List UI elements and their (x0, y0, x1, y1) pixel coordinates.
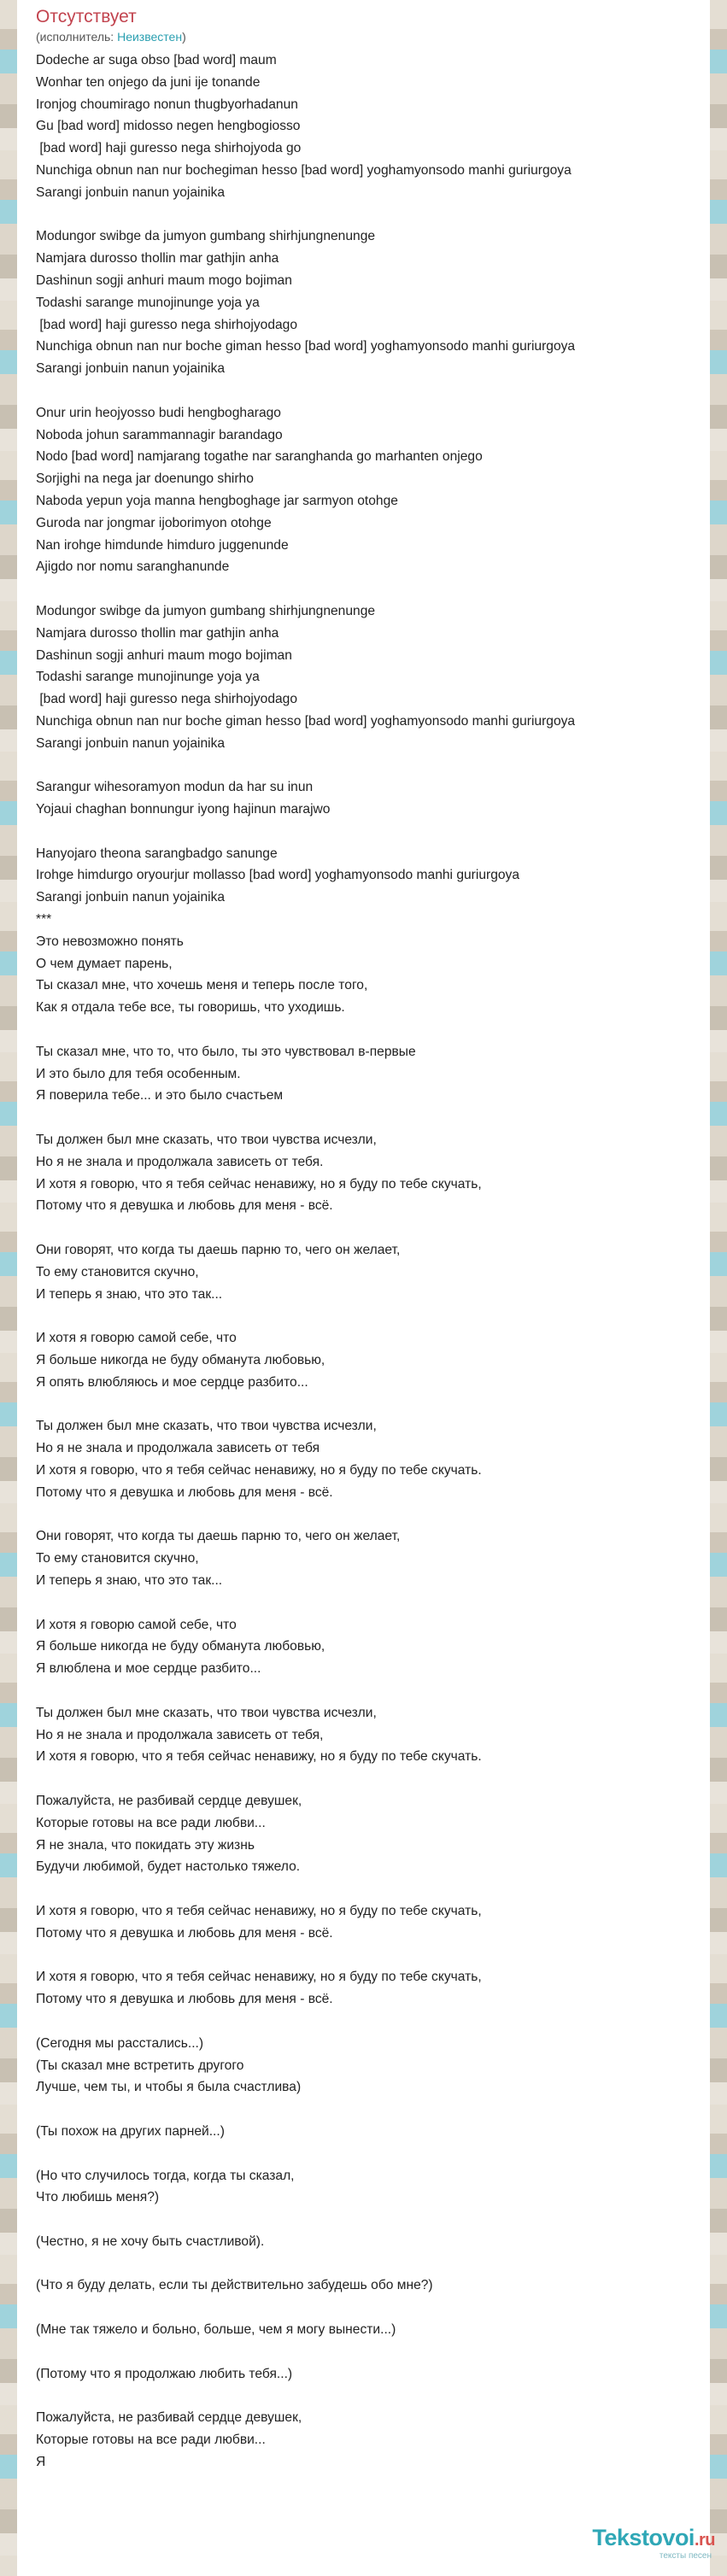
lyric-line (36, 1217, 710, 1239)
lyric-line: Sarangur wihesoramyon modun da har su inun (36, 780, 314, 795)
lyric-line: Потому что я девушка и любовь для меня - всё. (36, 1484, 333, 1500)
lyric-line: Они говорят, что когда ты даешь парню то, чего он желает, (36, 1243, 401, 1258)
lyric-line (36, 1768, 710, 1790)
lyric-line: Sorjighi na nega jar doenungo shirho (36, 471, 254, 487)
artist-link[interactable]: Неизвестен (117, 30, 183, 44)
lyric-line (36, 2099, 710, 2121)
lyric-line: (Честно, я не хочу быть счастливой). (36, 2234, 265, 2249)
song-title: Отсутствует (36, 7, 137, 26)
lyric-line (36, 1878, 710, 1900)
lyric-line: И хотя я говорю, что я тебя сейчас ненавижу, но я буду по тебе скучать, (36, 1176, 482, 1191)
lyric-line: (Ты похож на других парней...) (36, 2123, 225, 2139)
lyric-line: Sarangi jonbuin nanun yojainika (36, 735, 226, 751)
lyric-line (36, 1592, 710, 1614)
lyric-line: И хотя я говорю, что я тебя сейчас ненавижу, но я буду по тебе скучать. (36, 1463, 482, 1478)
lyric-line: Я влюблена и мое сердце разбито... (36, 1661, 261, 1677)
lyric-line: Будучи любимой, будет настолько тяжело. (36, 1859, 301, 1875)
lyric-line (36, 2209, 710, 2231)
lyric-line: Gu [bad word] midosso negen hengbogiosso (36, 119, 301, 134)
lyric-line (36, 755, 710, 777)
lyric-line: Irohge himdurgo oryourjur mollasso [bad word] yoghamyonsodo manhi guriurgoya (36, 868, 520, 883)
lyric-line: [bad word] haji guresso nega shirhojyoda go (36, 141, 302, 156)
lyric-line: Они говорят, что когда ты даешь парню то, чего он желает, (36, 1529, 401, 1544)
lyric-line: Ты сказал мне, что то, что было, ты это чувствовал в-первые (36, 1044, 416, 1059)
lyric-line: Dashinun sogji anhuri maum mogo bojiman (36, 647, 292, 663)
lyric-line: И хотя я говорю самой себе, что (36, 1617, 237, 1632)
lyric-line: Nunchiga obnun nan nur boche giman hesso [bad word] yoghamyonsodo manhi guriurgoya (36, 713, 576, 729)
lyric-line: Modungor swibge da jumyon gumbang shirhjungnenunge (36, 229, 376, 244)
lyric-line: Но я не знала и продолжала зависеть от тебя (36, 1441, 320, 1456)
lyric-line: Nunchiga obnun nan nur bochegiman hesso [bad word] yoghamyonsodo manhi guriurgoya (36, 162, 572, 178)
lyric-line: Это невозможно понять (36, 934, 184, 949)
lyric-line: Dodeche ar suga obso [bad word] maum (36, 53, 277, 67)
lyric-line: И это было для тебя особенным. (36, 1066, 241, 1081)
lyric-line: Guroda nar jongmar ijoborimyon otohge (36, 515, 272, 530)
lyric-line: О чем думает парень, (36, 956, 173, 971)
lyrics-card (17, 0, 710, 2576)
lyric-line: То ему становится скучно, (36, 1264, 199, 1279)
lyric-line: (Что я буду делать, если ты действительно забудешь обо мне?) (36, 2278, 433, 2293)
lyric-line (36, 2143, 710, 2165)
lyric-line: Лучше, чем ты, и чтобы я была счастлива) (36, 2080, 302, 2095)
lyric-line (36, 1504, 710, 1526)
lyric-line: Namjara durosso thollin mar gathjin anha (36, 625, 279, 641)
lyric-line (36, 1305, 710, 1327)
lyric-line: Потому что я девушка и любовь для меня - всё. (36, 1198, 333, 1214)
lyric-line: Потому что я девушка и любовь для меня - всё. (36, 1925, 333, 1941)
lyric-line: Hanyojaro theona sarangbadgo sanunge (36, 846, 278, 861)
lyric-line: Пожалуйста, не разбивай сердце девушек, (36, 2410, 302, 2426)
lyric-line: (Сегодня мы расстались...) (36, 2035, 204, 2051)
lyric-line (36, 2385, 710, 2407)
lyric-line: То ему становится скучно, (36, 1551, 199, 1566)
lyric-line: (Ты сказал мне встретить другого (36, 2058, 244, 2073)
lyric-line: Я опять влюбляюсь и мое сердце разбито... (36, 1374, 308, 1390)
lyric-line (36, 2341, 710, 2363)
lyric-line: Я не знала, что покидать эту жизнь (36, 1837, 255, 1853)
lyric-line (36, 2253, 710, 2275)
lyric-line: Naboda yepun yoja manna hengboghage jar sarmyon otohge (36, 493, 398, 508)
lyric-line (36, 204, 710, 226)
lyric-line (36, 1680, 710, 1702)
lyric-line (36, 1107, 710, 1129)
lyric-line: Ты должен был мне сказать, что твои чувства исчезли, (36, 1419, 377, 1434)
lyric-line (36, 821, 710, 843)
lyric-line: Todashi sarange munojinunge yoja ya (36, 670, 260, 685)
lyric-line: И теперь я знаю, что это так... (36, 1286, 223, 1302)
lyric-line: И хотя я говорю, что я тебя сейчас ненавижу, но я буду по тебе скучать. (36, 1749, 482, 1765)
lyric-line: Но я не знала и продолжала зависеть от тебя, (36, 1727, 324, 1742)
watermark-tagline: тексты песен (659, 2551, 712, 2561)
lyric-line: Я больше никогда не буду обманута любовью, (36, 1639, 325, 1654)
lyric-line: Потому что я девушка и любовь для меня - всё. (36, 1992, 333, 2007)
lyric-line: [bad word] haji guresso nega shirhojyodago (36, 692, 298, 707)
lyric-line: И хотя я говорю, что я тебя сейчас ненавижу, но я буду по тебе скучать, (36, 1970, 482, 1985)
lyric-line (36, 380, 710, 402)
artist-line (36, 29, 186, 44)
lyric-line: Namjara durosso thollin mar gathjin anha (36, 251, 279, 266)
lyric-line: Yojaui chaghan bonnungur iyong hajinun marajwo (36, 802, 331, 817)
watermark-logo (592, 2525, 715, 2553)
lyric-line: Wonhar ten onjego da juni ije tonande (36, 74, 261, 90)
lyric-line (36, 578, 710, 600)
lyric-line: Nodo [bad word] namjarang togathe nar saranghanda go marhanten onjego (36, 449, 483, 465)
lyric-line: Я поверила тебе... и это было счастьем (36, 1088, 284, 1104)
lyric-line: Но я не знала и продолжала зависеть от тебя. (36, 1154, 324, 1169)
lyric-line: Sarangi jonbuin nanun yojainika (36, 361, 226, 377)
lyric-line: (Мне так тяжело и больно, больше, чем я могу вынести...) (36, 2322, 396, 2338)
lyric-line: Ironjog choumirago nonun thugbyorhadanun (36, 97, 298, 112)
lyric-line: Sarangi jonbuin nanun yojainika (36, 890, 226, 905)
lyric-line: Ты должен был мне сказать, что твои чувства исчезли, (36, 1133, 377, 1148)
lyric-line: Modungor swibge da jumyon gumbang shirhjungnenunge (36, 603, 376, 618)
lyric-line: *** (36, 912, 52, 928)
lyric-line: (Потому что я продолжаю любить тебя...) (36, 2366, 293, 2381)
lyric-line (36, 2297, 710, 2319)
lyric-line: Noboda johun sarammannagir barandago (36, 427, 283, 442)
lyric-line: И теперь я знаю, что это так... (36, 1572, 223, 1588)
watermark-tld: .ru (694, 2531, 715, 2550)
lyric-line (36, 1945, 710, 1967)
artist-prefix: (исполнитель: (36, 30, 118, 44)
lyric-line (36, 1019, 710, 1041)
lyric-line: Ты сказал мне, что хочешь меня и теперь после того, (36, 978, 368, 993)
lyric-line: Которые готовы на все ради любви... (36, 1815, 266, 1830)
lyric-line: Как я отдала тебе все, ты говоришь, что уходишь. (36, 1000, 345, 1016)
lyric-line: Ты должен был мне сказать, что твои чувства исчезли, (36, 1705, 377, 1720)
lyric-line: Что любишь меня?) (36, 2190, 160, 2205)
lyric-line: Я больше никогда не буду обманута любовью, (36, 1353, 325, 1368)
lyric-line: Пожалуйста, не разбивай сердце девушек, (36, 1793, 302, 1808)
lyric-line: И хотя я говорю самой себе, что (36, 1331, 237, 1346)
lyric-line (36, 1394, 710, 1416)
lyric-line: Sarangi jonbuin nanun yojainika (36, 184, 226, 200)
lyric-line: И хотя я говорю, что я тебя сейчас ненавижу, но я буду по тебе скучать, (36, 1903, 482, 1918)
lyric-line: Todashi sarange munojinunge yoja ya (36, 295, 260, 310)
lyric-line: Ajigdo nor nomu saranghanunde (36, 559, 230, 575)
lyric-line (36, 2011, 710, 2033)
watermark-brand: Tekstovoi (592, 2525, 695, 2550)
lyric-line: Nunchiga obnun nan nur boche giman hesso [bad word] yoghamyonsodo manhi guriurgoya (36, 339, 576, 354)
lyric-line: (Но что случилось тогда, когда ты сказал, (36, 2168, 295, 2183)
lyric-line: Я (36, 2454, 46, 2469)
site-watermark (592, 2525, 715, 2561)
lyric-line: Onur urin heojyosso budi hengbogharago (36, 405, 281, 420)
artist-suffix: ) (182, 30, 186, 44)
lyric-line: Nan irohge himdunde himduro juggenunde (36, 537, 289, 553)
lyric-line: [bad word] haji guresso nega shirhojyodago (36, 317, 298, 332)
lyric-line: Dashinun sogji anhuri maum mogo bojiman (36, 272, 292, 288)
lyric-line: Которые готовы на все ради любви... (36, 2433, 266, 2448)
lyrics-text (36, 50, 710, 2474)
